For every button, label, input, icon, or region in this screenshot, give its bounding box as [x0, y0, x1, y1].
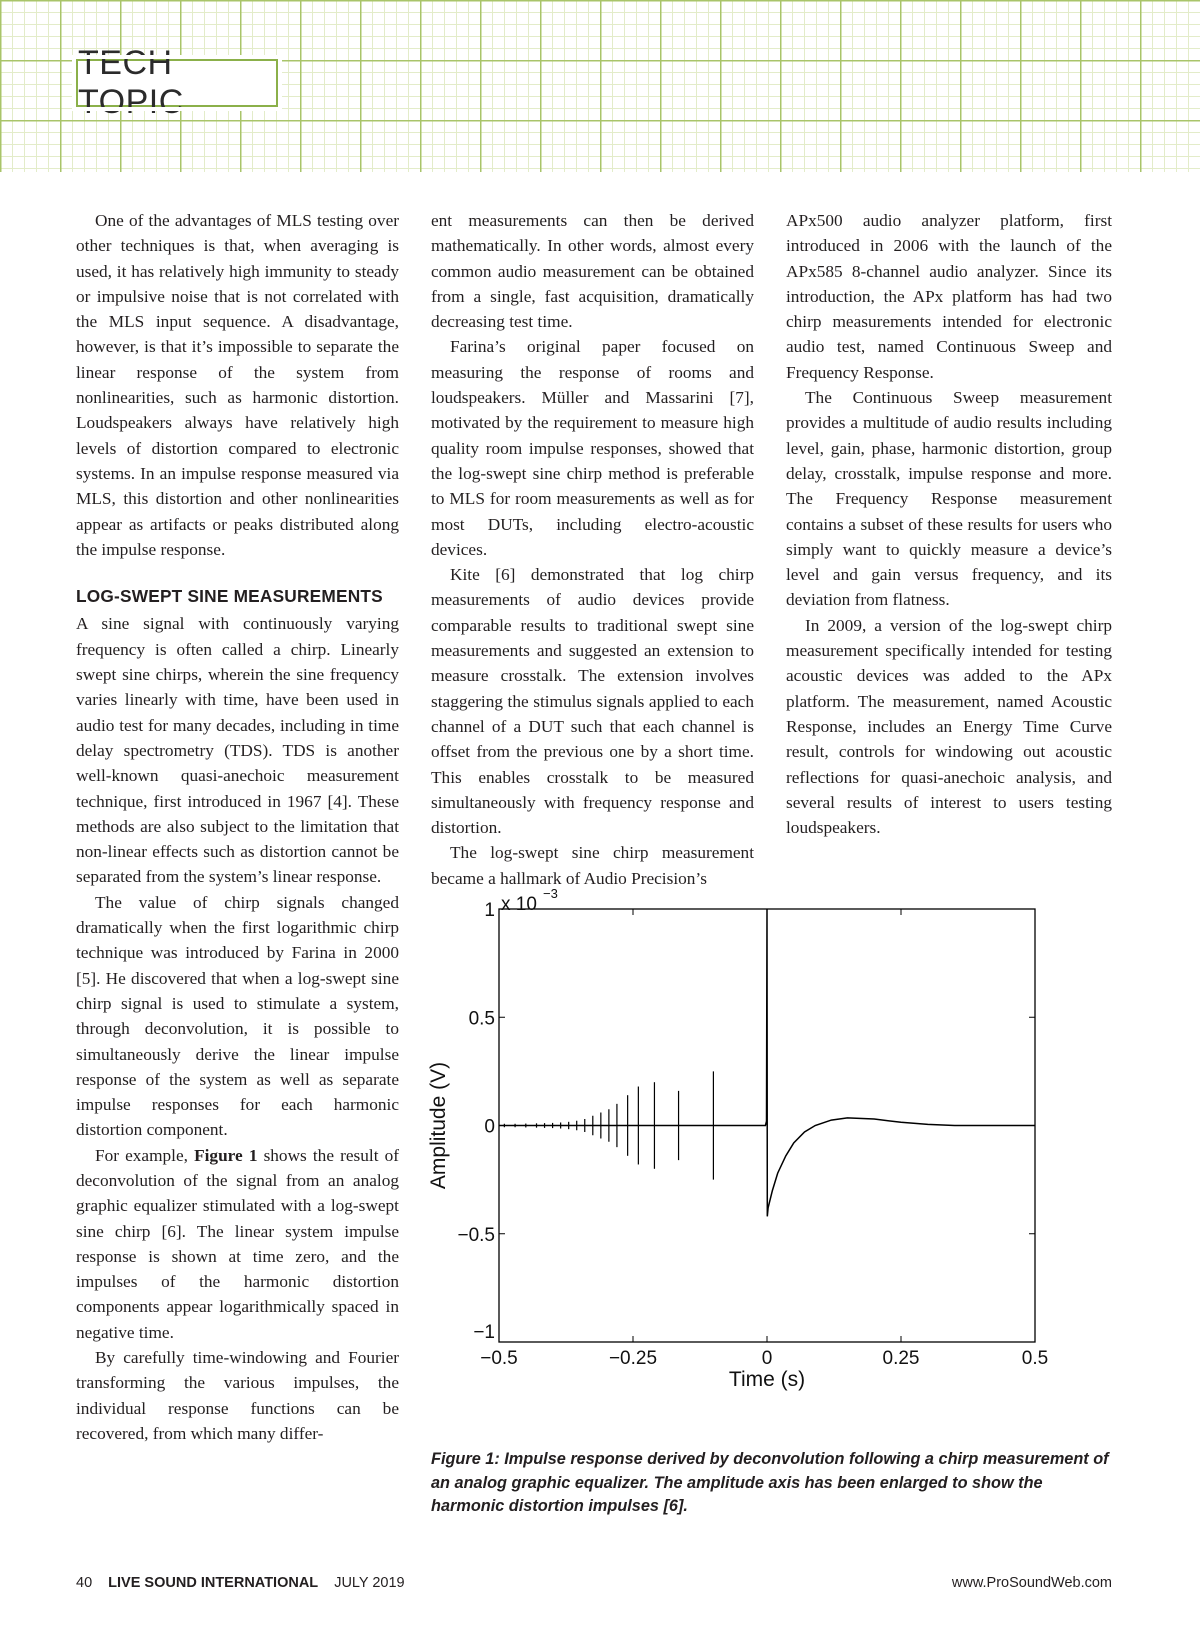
y-tick-label: 0 — [484, 1116, 495, 1138]
article-column-1 — [76, 208, 399, 1446]
y-tick-label: 0.5 — [468, 1008, 495, 1030]
paragraph: ent measurements can then be derived mathematically. In other words, almost every common audio measurement can be obtained from a single, fast acquisition, dramatically decreasing test time. — [431, 211, 754, 332]
paragraph: The value of chirp signals changed dramatically when the first logarithmic chirp technique was introduced by Farina in 2000 [5]. He discovered that when a log-swept sine chirp signal is used to stimulate a system, through deconvolution, it is possible to simultaneously derive the linear impulse response of the system as well as separate impulse responses for each harmonic distortion component. — [76, 892, 399, 1140]
tech-topic-label: TECH TOPIC — [76, 59, 278, 107]
article-column-3 — [786, 208, 1112, 840]
page-footer — [76, 1575, 1112, 1599]
paragraph: One of the advantages of MLS testing over other techniques is that, when averaging is used, it has relatively high immunity to steady or impulsive noise that is not correlated with the MLS input sequence. A disadvantage, however, is that it’s impossible to separate the linear response of the system from nonlinearities, such as harmonic distortion. Loudspeakers always have relatively high levels of distortion compared to electronic systems. In an impulse response measured via MLS, this distortion and other nonlinearities appear as artifacts or peaks distributed along the impulse response. — [76, 211, 399, 559]
y-tick-label: −0.5 — [457, 1224, 495, 1246]
y-tick-label: −1 — [473, 1322, 495, 1343]
x-axis-label: Time (s) — [728, 1368, 806, 1391]
x-tick-label: −0.5 — [480, 1348, 518, 1369]
issue-date: JULY 2019 — [334, 1575, 405, 1591]
article-column-2 — [431, 208, 754, 891]
paragraph: APx500 audio analyzer platform, first introduced in 2006 with the launch of the APx585 8-channel audio analyzer. Since its introduction, the APx platform has had two chirp measurements intended for electronic audio test, named Continuous Sweep and Frequency Response. — [786, 211, 1112, 382]
x-tick-label: −0.25 — [608, 1348, 658, 1369]
figure-caption: Figure 1: Impulse response derived by deconvolution following a chirp measurement of an analog graphic equalizer. The amplitude axis has been enlarged to show the harmonic distortion impulses [6]. — [431, 1450, 1109, 1515]
magazine-name: LIVE SOUND INTERNATIONAL — [108, 1575, 319, 1591]
x-tick-label: 0 — [761, 1348, 773, 1369]
y-axis-multiplier-exponent: −3 — [543, 886, 558, 901]
paragraph: Kite [6] demonstrated that log chirp measurements of audio devices provide comparable results to traditional swept sine measurements and suggested an extension to measure crosstalk. The extension involves staggering the stimulus signals applied to each channel of a DUT such that each channel is offset from the previous one by a short time. This enables crosstalk to be measured simultaneously with frequency response and distortion. — [431, 565, 754, 838]
paragraph-text: shows the result of deconvolution of the signal from an analog graphic equalizer stimulated with a log-swept sine chirp [6]. The linear system impulse response is shown at time zero, and the impulses of the harmonic distortion components appear logarithmically spaced in negative time. — [76, 1145, 399, 1342]
y-tick-label: 1 — [484, 900, 495, 921]
paragraph: A sine signal with continuously varying frequency is often called a chirp. Linearly swept sine chirps, wherein the sine frequency varies linearly with time, have been used in audio test for many decades, including in time delay spectrometry (TDS). TDS is another well-known quasi-anechoic measurement technique, first introduced in 1967 [4]. These methods are also subject to the limitation that non-linear effects such as distortion cannot be separated from the system’s linear response. — [76, 614, 399, 887]
x-tick-label: 0.5 — [1021, 1348, 1049, 1369]
paragraph — [76, 1143, 399, 1345]
y-axis-label: Amplitude (V) — [427, 1061, 450, 1190]
impulse-response-plot — [427, 886, 1112, 1435]
y-axis-multiplier: x 10 — [501, 894, 537, 915]
paragraph-text: For example, — [95, 1145, 195, 1165]
paragraph: By carefully time-windowing and Fourier transforming the various impulses, the individual response functions can be recovered, from which many differ- — [76, 1348, 399, 1443]
paragraph: Farina’s original paper focused on measuring the response of rooms and loudspeakers. Müller and Massarini [7], motivated by the requirement to measure high quality room impulse responses, showed that the log-swept sine chirp method is preferable to MLS for room measurements as well as for most DUTs, including electro-acoustic devices. — [431, 337, 754, 559]
section-heading: LOG-SWEPT SINE MEASUREMENTS — [76, 586, 383, 607]
impulse-response-line — [499, 909, 1035, 1216]
paragraph: The log-swept sine chirp measurement became a hallmark of Audio Precision’s — [431, 843, 754, 888]
website-url: www.ProSoundWeb.com — [951, 1575, 1112, 1591]
figure-1-chart — [427, 886, 1112, 1435]
x-tick-label: 0.25 — [882, 1348, 920, 1369]
paragraph: The Continuous Sweep measurement provides a multitude of audio results including level, gain, phase, harmonic distortion, group delay, crosstalk, impulse response and more. The Frequency Response measurement contains a subset of these results for users who simply want to quickly measure a device’s level and gain versus frequency, and its deviation from flatness. — [786, 388, 1112, 610]
figure-reference: Figure 1 — [194, 1145, 258, 1165]
paragraph: In 2009, a version of the log-swept chirp measurement specifically intended for testing acoustic devices was added to the APx platform. The measurement, named Acoustic Response, includes an Energy Time Curve result, controls for windowing out acoustic reflections for quasi-anechoic analysis, and several results of interest to users testing loudspeakers. — [786, 615, 1112, 838]
page-number: 40 — [76, 1575, 93, 1591]
